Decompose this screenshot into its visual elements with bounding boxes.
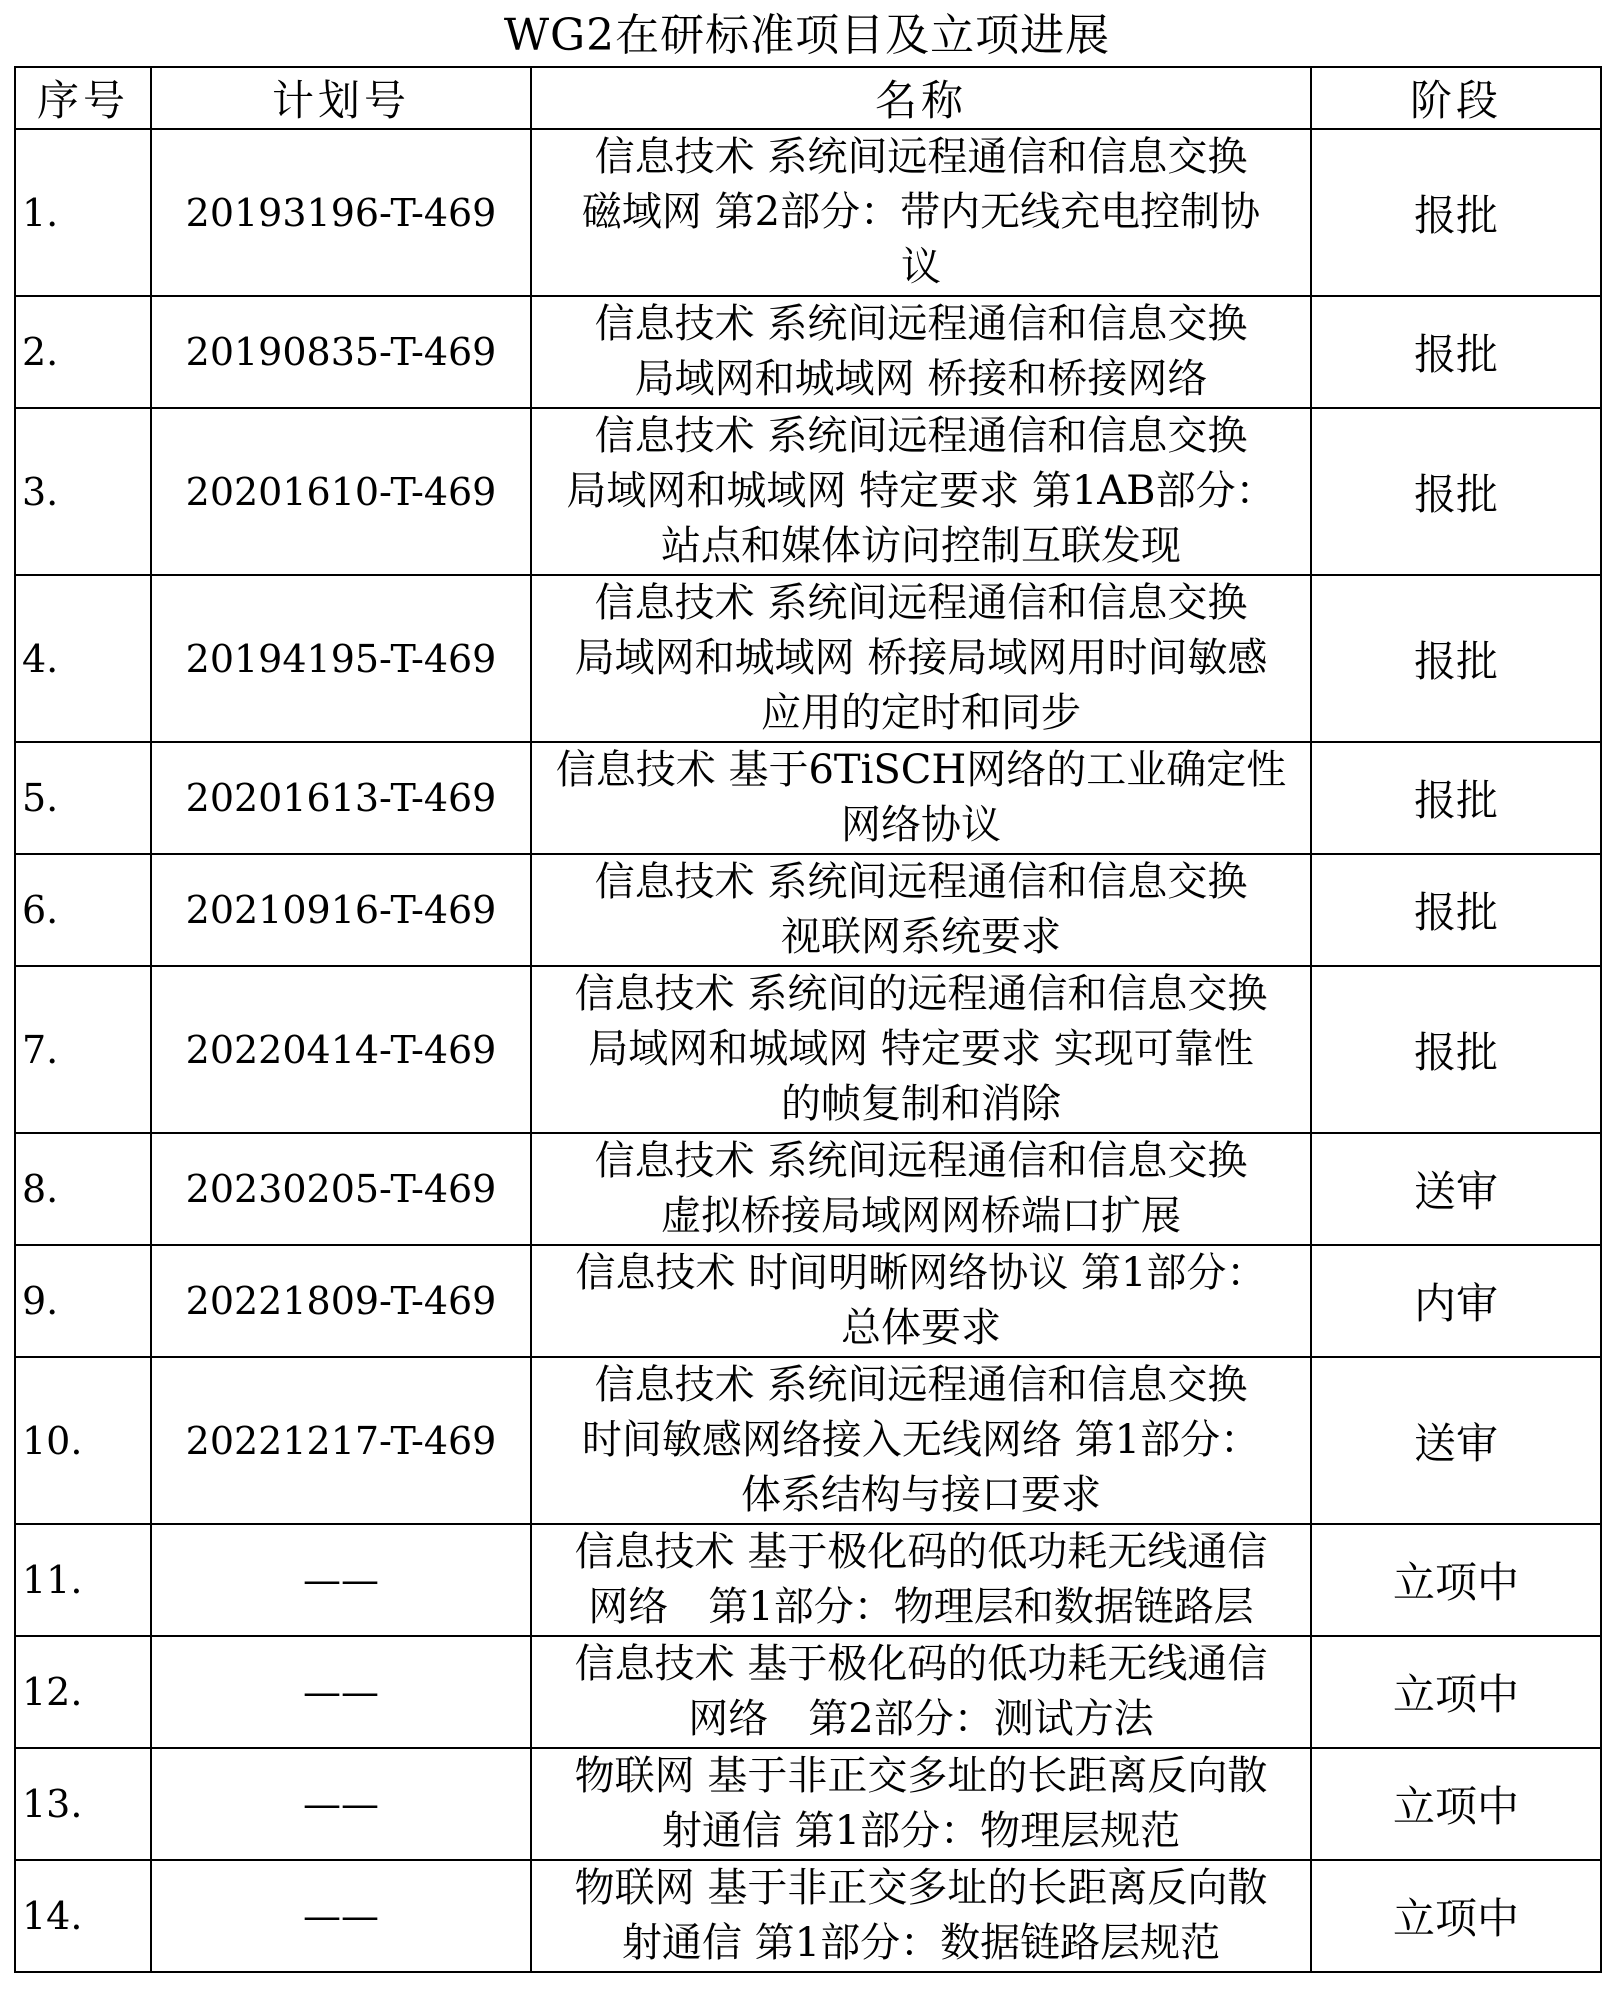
row-seq: 5. [15, 742, 151, 854]
row-seq: 2. [15, 296, 151, 408]
row-standard-name: 信息技术 系统间远程通信和信息交换 局域网和城域网 桥接和桥接网络 [531, 296, 1311, 408]
header-seq: 序号 [15, 67, 151, 129]
row-plan-number: —— [151, 1524, 531, 1636]
table-row [15, 1860, 1601, 1972]
row-seq: 14. [15, 1860, 151, 1972]
row-standard-name: 信息技术 系统间远程通信和信息交换 时间敏感网络接入无线网络 第1部分： 体系结构与接口要求 [531, 1357, 1311, 1524]
table-row [15, 742, 1601, 854]
row-stage: 报批 [1311, 966, 1601, 1133]
row-seq: 8. [15, 1133, 151, 1245]
row-standard-name: 信息技术 时间明晰网络协议 第1部分： 总体要求 [531, 1245, 1311, 1357]
row-standard-name: 信息技术 系统间远程通信和信息交换 局域网和城域网 桥接局域网用时间敏感 应用的定时和同步 [531, 575, 1311, 742]
row-plan-number: 20201610-T-469 [151, 408, 531, 575]
header-name: 名称 [531, 67, 1311, 129]
row-plan-number: 20220414-T-469 [151, 966, 531, 1133]
table-row [15, 408, 1601, 575]
row-plan-number: 20194195-T-469 [151, 575, 531, 742]
row-standard-name: 物联网 基于非正交多址的长距离反向散 射通信 第1部分：数据链路层规范 [531, 1860, 1311, 1972]
row-standard-name: 信息技术 基于极化码的低功耗无线通信 网络 第2部分：测试方法 [531, 1636, 1311, 1748]
row-stage: 报批 [1311, 742, 1601, 854]
row-stage: 送审 [1311, 1133, 1601, 1245]
table-row [15, 1636, 1601, 1748]
table-row [15, 1245, 1601, 1357]
row-seq: 13. [15, 1748, 151, 1860]
row-seq: 4. [15, 575, 151, 742]
table-row [15, 854, 1601, 966]
table-row [15, 129, 1601, 296]
row-standard-name: 物联网 基于非正交多址的长距离反向散 射通信 第1部分：物理层规范 [531, 1748, 1311, 1860]
row-seq: 3. [15, 408, 151, 575]
row-standard-name: 信息技术 系统间远程通信和信息交换 磁域网 第2部分：带内无线充电控制协 议 [531, 129, 1311, 296]
row-stage: 内审 [1311, 1245, 1601, 1357]
row-stage: 立项中 [1311, 1524, 1601, 1636]
row-stage: 报批 [1311, 129, 1601, 296]
row-stage: 立项中 [1311, 1748, 1601, 1860]
row-stage: 立项中 [1311, 1636, 1601, 1748]
row-stage: 报批 [1311, 854, 1601, 966]
row-plan-number: —— [151, 1748, 531, 1860]
table-row [15, 1524, 1601, 1636]
table-header-row [15, 67, 1601, 129]
row-plan-number: 20230205-T-469 [151, 1133, 531, 1245]
row-standard-name: 信息技术 系统间远程通信和信息交换 虚拟桥接局域网网桥端口扩展 [531, 1133, 1311, 1245]
standards-table [14, 66, 1602, 1973]
row-stage: 报批 [1311, 296, 1601, 408]
row-plan-number: —— [151, 1860, 531, 1972]
row-plan-number: —— [151, 1636, 531, 1748]
row-plan-number: 20201613-T-469 [151, 742, 531, 854]
table-row [15, 296, 1601, 408]
row-standard-name: 信息技术 基于6TiSCH网络的工业确定性 网络协议 [531, 742, 1311, 854]
row-standard-name: 信息技术 系统间远程通信和信息交换 视联网系统要求 [531, 854, 1311, 966]
row-stage: 报批 [1311, 575, 1601, 742]
row-seq: 9. [15, 1245, 151, 1357]
table-row [15, 966, 1601, 1133]
row-seq: 11. [15, 1524, 151, 1636]
table-row [15, 1133, 1601, 1245]
header-stage: 阶段 [1311, 67, 1601, 129]
row-seq: 1. [15, 129, 151, 296]
row-plan-number: 20210916-T-469 [151, 854, 531, 966]
row-stage: 送审 [1311, 1357, 1601, 1524]
row-stage: 立项中 [1311, 1860, 1601, 1972]
row-seq: 7. [15, 966, 151, 1133]
row-plan-number: 20221217-T-469 [151, 1357, 531, 1524]
row-standard-name: 信息技术 系统间远程通信和信息交换 局域网和城域网 特定要求 第1AB部分： 站点和媒体访问控制互联发现 [531, 408, 1311, 575]
row-seq: 10. [15, 1357, 151, 1524]
row-plan-number: 20221809-T-469 [151, 1245, 531, 1357]
table-row [15, 1357, 1601, 1524]
row-seq: 12. [15, 1636, 151, 1748]
page-title: WG2在研标准项目及立项进展 [503, 10, 1111, 61]
table-row [15, 575, 1601, 742]
row-stage: 报批 [1311, 408, 1601, 575]
row-standard-name: 信息技术 基于极化码的低功耗无线通信 网络 第1部分：物理层和数据链路层 [531, 1524, 1311, 1636]
row-plan-number: 20190835-T-469 [151, 296, 531, 408]
row-plan-number: 20193196-T-469 [151, 129, 531, 296]
table-row [15, 1748, 1601, 1860]
header-plan: 计划号 [151, 67, 531, 129]
row-seq: 6. [15, 854, 151, 966]
row-standard-name: 信息技术 系统间的远程通信和信息交换 局域网和城域网 特定要求 实现可靠性 的帧复制和消除 [531, 966, 1311, 1133]
